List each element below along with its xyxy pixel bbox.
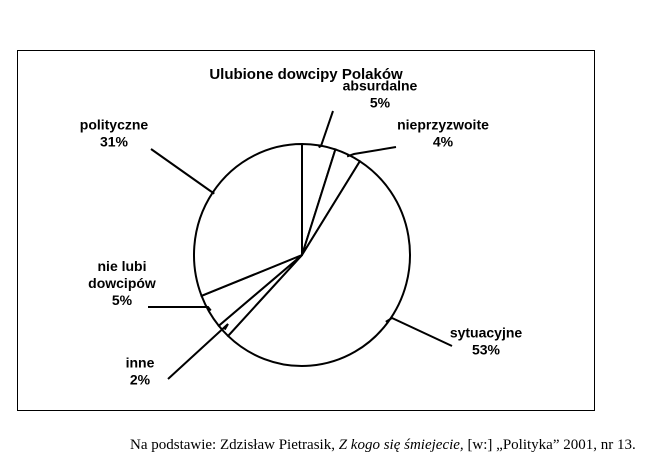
slice-label-3 xyxy=(126,355,155,388)
slice-value-label: 53% xyxy=(471,341,501,358)
leader-line-2 xyxy=(386,318,452,346)
leader-line-1 xyxy=(347,147,396,156)
chart-title: Ulubione dowcipy Polaków xyxy=(209,66,403,83)
slice-category-label: nieprzyzwoite xyxy=(397,116,489,133)
slice-value-label: 31% xyxy=(99,133,129,150)
leader-line-3 xyxy=(168,324,228,379)
slice-value-label: 2% xyxy=(129,371,151,388)
pie-slices xyxy=(194,144,410,366)
caption-prefix: Na podstawie: Zdzisław Pietrasik, xyxy=(130,437,339,453)
slice-label-0 xyxy=(343,78,418,111)
leader-line-4 xyxy=(148,307,211,311)
slice-label-5 xyxy=(80,117,149,150)
slice-label-2 xyxy=(450,325,523,358)
source-caption xyxy=(130,437,636,454)
caption-title: Z kogo się śmiejecie, xyxy=(338,437,464,453)
leader-line-5 xyxy=(151,149,214,194)
slice-category-label: sytuacyjne xyxy=(449,324,523,341)
slice-value-label: 4% xyxy=(432,133,454,150)
slice-category-label: dowcipów xyxy=(88,275,156,291)
slice-category-label: polityczne xyxy=(79,116,149,133)
slice-value-label: 5% xyxy=(111,292,133,308)
slice-label-1 xyxy=(397,117,489,150)
chart-frame xyxy=(17,50,595,411)
slice-category-label: inne xyxy=(125,354,155,371)
caption-suffix: [w:] „Polityka” 2001, nr 13. xyxy=(463,437,636,453)
slice-value-label: 5% xyxy=(369,94,391,111)
slice-label-4 xyxy=(88,258,156,308)
slice-category-label: nie lubi xyxy=(97,258,147,274)
pie-chart xyxy=(18,51,594,410)
slice-category-label: absurdalne xyxy=(342,77,418,94)
leader-line-0 xyxy=(319,111,333,147)
